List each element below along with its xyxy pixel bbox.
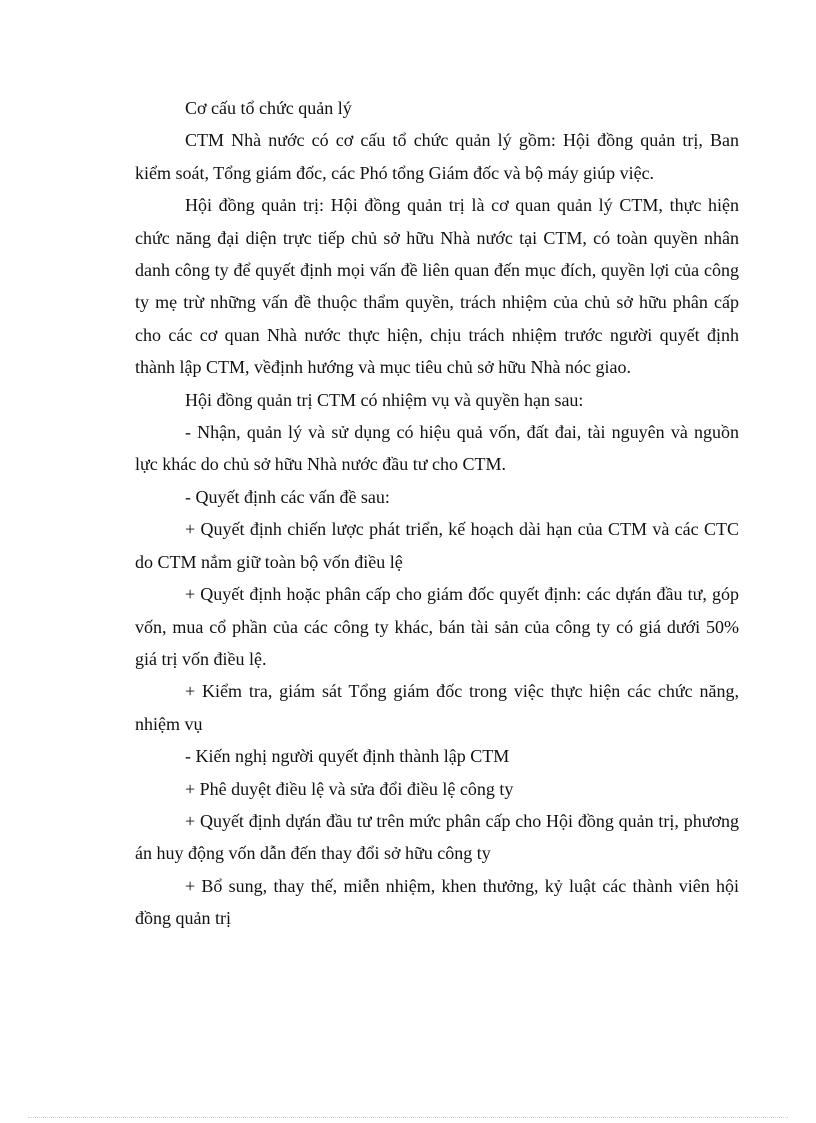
section-heading: Cơ cấu tổ chức quản lý <box>185 98 352 118</box>
sub-item-investment: + Quyết định hoặc phân cấp cho giám đốc quyết định: các dựán đầu tư, góp vốn, mua cổ phần của các công ty khác, bán tài sản của công ty có giá dưới 50% giá trị vốn điều lệ. <box>135 584 739 669</box>
paragraph-board-duties-intro: Hội đồng quản trị CTM có nhiệm vụ và quyền hạn sau: <box>185 389 584 410</box>
sub-item-charter: + Phê duyệt điều lệ và sửa đổi điều lệ công ty <box>185 778 514 799</box>
list-item-decide-matters: - Quyết định các vấn đề sau: <box>185 486 390 507</box>
sub-item-board-members: + Bổ sung, thay thế, miễn nhiệm, khen thưởng, kỷ luật các thành viên hội đồng quản trị <box>135 875 739 929</box>
sub-item-project-decision: + Quyết định dựán đầu tư trên mức phân cấp cho Hội đồng quản trị, phương án huy động vốn dẫn đến thay đổi sở hữu công ty <box>135 810 739 864</box>
sub-item-supervision: + Kiểm tra, giám sát Tổng giám đốc trong việc thực hiện các chức năng, nhiệm vụ <box>135 681 739 734</box>
document-body <box>135 92 739 935</box>
paragraph-board-definition: Hội đồng quản trị: Hội đồng quản trị là cơ quan quản lý CTM, thực hiện chức năng đại diện trực tiếp chủ sở hữu Nhà nước tại CTM, có toàn quyền nhân danh công ty để quyết định mọi vấn đề liên quan đến mục đích, quyền lợi của công ty mẹ trừ những vấn đề thuộc thẩm quyền, trách nhiệm của chủ sở hữu phân cấp cho các cơ quan Nhà nước thực hiện, chịu trách nhiệm trước người quyết định thành lập CTM, vềđịnh hướng và mục tiêu chủ sở hữu Nhà nóc giao. <box>135 195 739 378</box>
list-item-recommend: - Kiến nghị người quyết định thành lập CTM <box>185 746 510 767</box>
sub-item-strategy: + Quyết định chiến lược phát triển, kế hoạch dài hạn của CTM và các CTC do CTM nắm giữ toàn bộ vốn điều lệ <box>135 519 739 572</box>
paragraph-structure: CTM Nhà nước có cơ cấu tổ chức quản lý gồm: Hội đồng quản trị, Ban kiểm soát, Tổng giám đốc, các Phó tổng Giám đốc và bộ máy giúp việc. <box>135 130 739 183</box>
list-item-manage-capital: - Nhận, quản lý và sử dụng có hiệu quả vốn, đất đai, tài nguyên và nguồn lực khác do chủ sở hữu Nhà nước đầu tư cho CTM. <box>135 422 739 475</box>
page-bottom-divider <box>28 1117 788 1118</box>
